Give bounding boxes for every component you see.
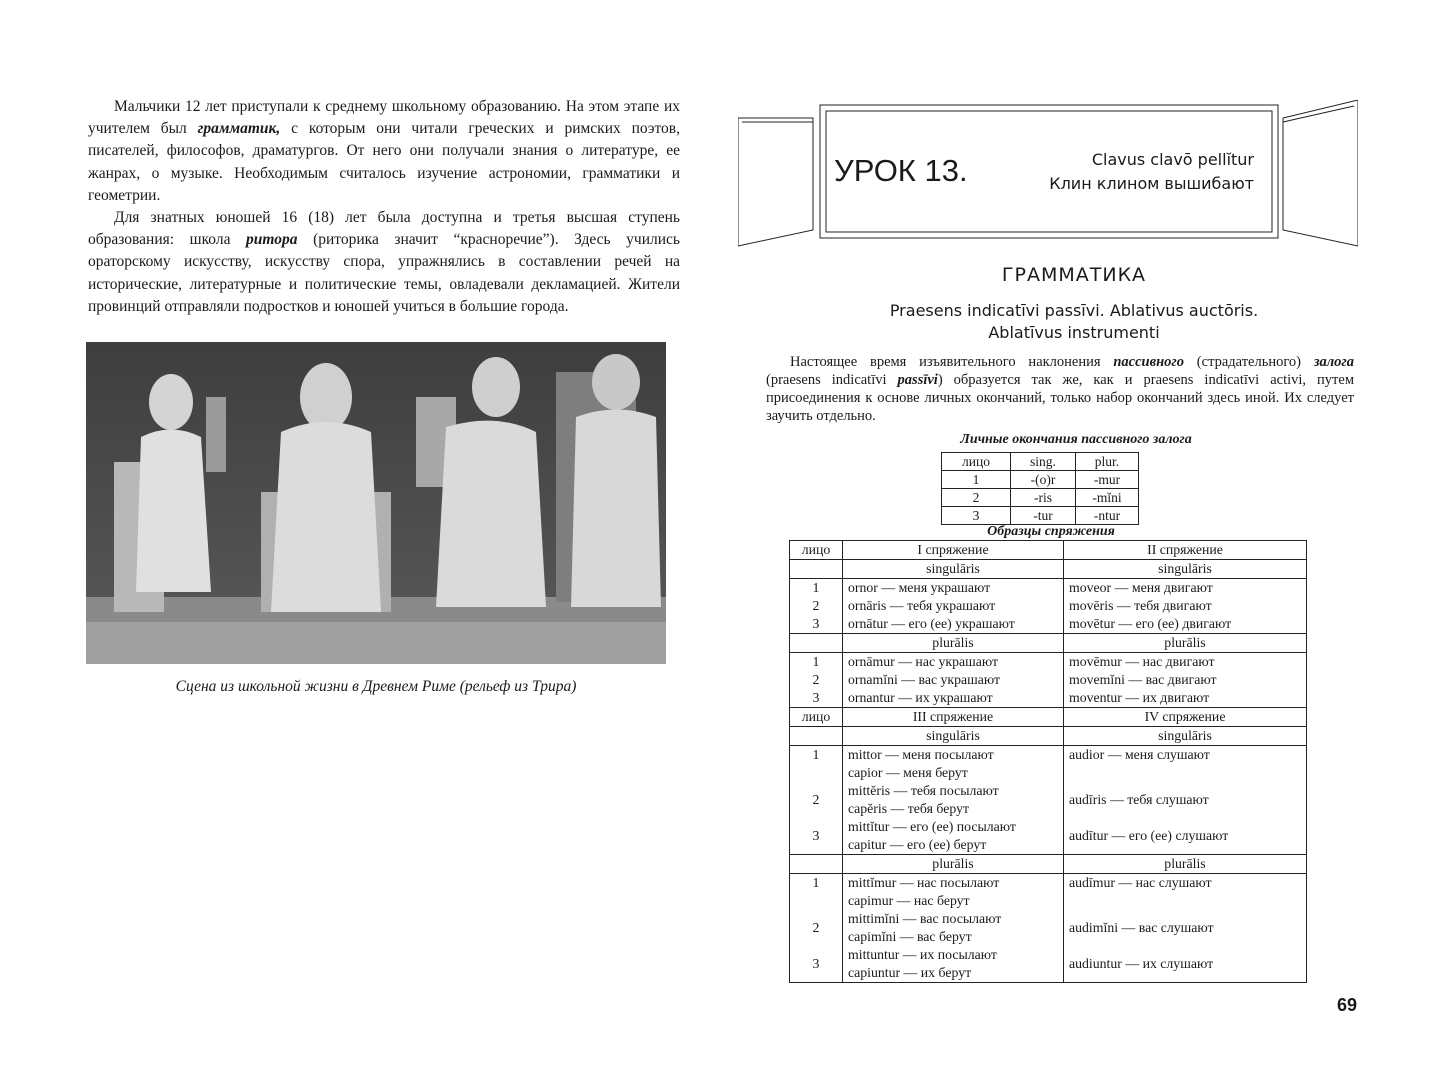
pluralis-row: plurālis plurālis	[790, 634, 1307, 653]
right-page	[716, 0, 1432, 1080]
subtitle: Praesens indicatīvi passīvi. Ablativus auctōris. Ablatīvus instrumenti	[889, 301, 1259, 342]
term-ritor: ритора	[246, 231, 298, 249]
section-title: ГРАММАТИКА	[1001, 264, 1147, 286]
paragraph-2: Для знатных юношей 16 (18) лет была доступна и третья высшая ступень образования: школа ритора (риторика значит “красноречие”). Здесь учились ораторскому искусству, искусству спора, упражнялись в составлении речей на исторические, литературные и политические темы, овладевали декламацией. Жители провинций отправляли подростков и юношей учиться в большие города.	[88, 209, 680, 315]
term-grammatik: грамматик,	[197, 120, 281, 138]
table-row: 1 ornor — меня украшают moveor — меня двигают	[790, 579, 1307, 598]
proverb-russian: Клин клином вышибают	[1049, 174, 1254, 193]
table-row: 1 ornāmur — нас украшают movēmur — нас двигают	[790, 653, 1307, 672]
endings-row: 2 -ris -mĭni	[942, 489, 1139, 507]
endings-row: 3 -tur -ntur	[942, 507, 1139, 525]
left-text	[88, 96, 680, 318]
paragraph-1: Мальчики 12 лет приступали к среднему школьному образованию. На этом этапе их учителем был грамматик, с которым они читали греческих и римских поэтов, писателей, философов, драматургов. От него они получали знания о литературе, ее жанрах, о музыке. Необходимым считалось изучение астрономии, грамматики и геометрии.	[88, 98, 680, 204]
table-row: 2 ornamĭni — вас украшают movemĭni — вас двигают	[790, 671, 1307, 689]
table-row: 2 mittĕris — тебя посылают capĕris — тебя берут audīris — тебя слушают	[790, 782, 1307, 818]
lesson-proverb	[1049, 148, 1254, 196]
conjugation-table	[789, 540, 1307, 983]
pluralis-row: plurālis plurālis	[790, 855, 1307, 874]
table-row: 2 mittimĭni — вас посылают capimĭni — вас берут audimĭni — вас слушают	[790, 910, 1307, 946]
grammar-intro: Настоящее время изъявительного наклонения пассивного (страдательного) залога (praesens indicatīvi passīvi) образуется так же, как и praesens indicatīvi activi, путем присоединения к основе личных окончаний, только набор окончаний здесь иной. Их следует заучить отдельно.	[766, 354, 1355, 424]
table-row: 1 mittor — меня посылают capior — меня берут audior — меня слушают	[790, 746, 1307, 783]
table-row: 2 ornāris — тебя украшают movēris — тебя двигают	[790, 597, 1307, 615]
lesson-banner	[738, 100, 1358, 250]
conj-header: лицо III спряжение IV спряжение	[790, 708, 1307, 727]
singularis-row: singulāris singulāris	[790, 727, 1307, 746]
endings-caption: Личные окончания пассивного залога	[960, 432, 1192, 447]
endings-row: 1 -(o)r -mur	[942, 471, 1139, 489]
singularis-row: singulāris singulāris	[790, 560, 1307, 579]
endings-table	[941, 452, 1139, 525]
lesson-title: УРОК 13.	[834, 153, 968, 188]
table-row: 3 ornantur — их украшают moventur — их двигают	[790, 689, 1307, 708]
conj-header: лицо I спряжение II спряжение	[790, 541, 1307, 560]
relief-image	[86, 342, 666, 664]
table-row: 3 mittuntur — их посылают capiuntur — их берут audiuntur — их слушают	[790, 946, 1307, 983]
endings-header: лицо sing. plur.	[942, 453, 1139, 471]
table-row: 1 mittĭmur — нас посылают capimur — нас берут audīmur — нас слушают	[790, 874, 1307, 911]
conjugation-caption: Образцы спряжения	[987, 524, 1115, 539]
table-row: 3 mittĭtur — его (ее) посылают capitur — его (ее) берут audītur — его (ее) слушают	[790, 818, 1307, 855]
page-number: 69	[1336, 995, 1357, 1015]
image-caption: Сцена из школьной жизни в Древнем Риме (рельеф из Трира)	[175, 678, 577, 695]
table-row: 3 ornātur — его (ее) украшают movētur — его (ее) двигают	[790, 615, 1307, 634]
proverb-latin: Clavus clavō pellĭtur	[1091, 150, 1254, 169]
relief-photo	[86, 342, 666, 664]
